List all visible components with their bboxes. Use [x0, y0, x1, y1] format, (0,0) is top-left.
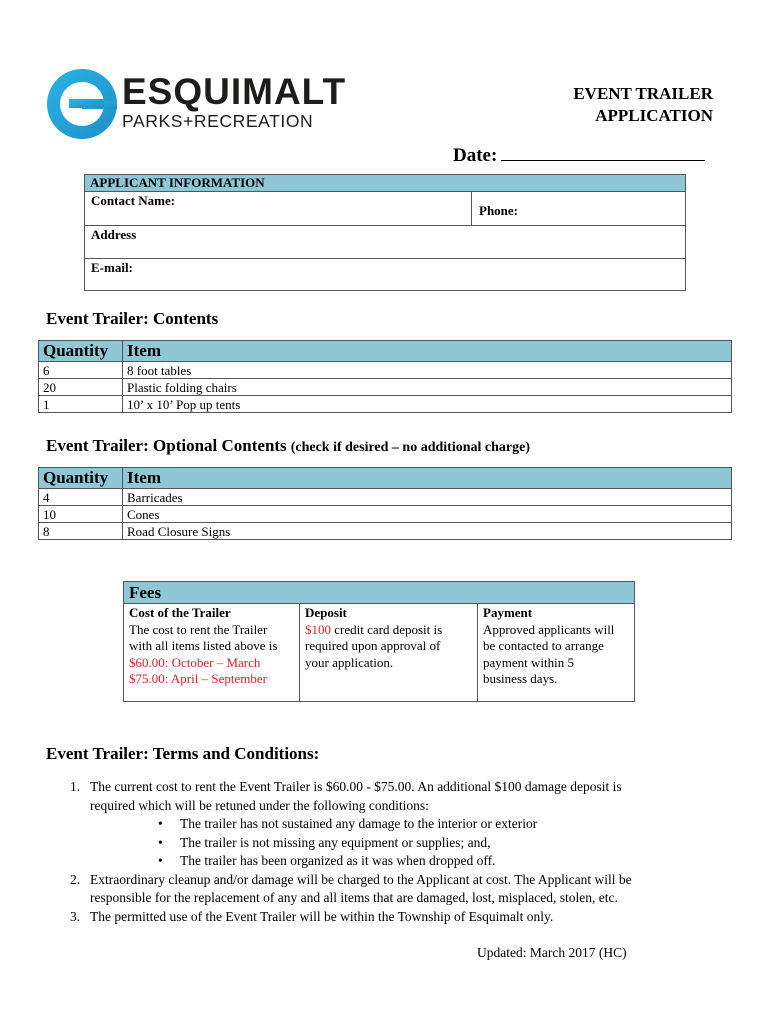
fees-table: [123, 581, 635, 702]
deposit-line-1: credit card deposit is: [331, 621, 443, 637]
qty-cell: 8: [39, 523, 123, 540]
cost-title: Cost of the Trailer: [129, 605, 231, 620]
item-cell: 10’ x 10’ Pop up tents: [123, 396, 732, 413]
item-cell: Plastic folding chairs: [123, 379, 732, 396]
qty-cell: 6: [39, 362, 123, 379]
terms-heading: Event Trailer: Terms and Conditions:: [46, 744, 320, 763]
deposit-line-2: required upon approval of: [305, 638, 441, 653]
optional-col-item: Item: [123, 468, 732, 489]
date-field: [453, 142, 705, 167]
email-label: E-mail:: [91, 260, 133, 275]
contact-row: [85, 192, 685, 226]
esquimalt-logo-mark: [47, 68, 117, 140]
bullet-icon: •: [158, 853, 163, 868]
document-title: [500, 83, 713, 127]
date-label: Date:: [453, 145, 498, 166]
payment-title: Payment: [483, 605, 533, 620]
qty-cell: 20: [39, 379, 123, 396]
item-cell: 8 foot tables: [123, 362, 732, 379]
term-bullet: The trailer has not sustained any damage to the interior or exterior: [180, 816, 538, 831]
qty-cell: 10: [39, 506, 123, 523]
term-1-line-1: The current cost to rent the Event Trailer is $60.00 - $75.00. An additional $100 damage deposit is: [90, 779, 622, 794]
address-row[interactable]: [85, 226, 685, 259]
fees-deposit-cell: [300, 604, 478, 701]
table-row: [39, 396, 732, 413]
deposit-line-3: your application.: [305, 654, 394, 670]
list-number: 2.: [70, 871, 81, 887]
address-label: Address: [91, 227, 137, 242]
term-1-line-2: required which will be retuned under the following conditions:: [90, 797, 429, 813]
contents-heading: Event Trailer: Contents: [46, 309, 219, 328]
list-number: 1.: [70, 779, 81, 794]
bullet-icon: •: [158, 816, 163, 831]
list-item: [70, 852, 720, 871]
cost-line-2: with all items listed above is: [129, 638, 278, 653]
payment-line-3: payment within 5: [483, 654, 574, 670]
payment-line-4: business days.: [483, 671, 558, 686]
deposit-title: Deposit: [305, 605, 347, 620]
applicant-info-table: [84, 174, 686, 291]
contents-table: [38, 340, 732, 413]
list-number: 3.: [70, 908, 81, 924]
contents-col-quantity: Quantity: [39, 341, 123, 362]
item-cell: Barricades: [123, 489, 732, 506]
title-line-2: APPLICATION: [595, 106, 713, 125]
optional-note: (check if desired – no additional charge): [290, 440, 530, 455]
optional-heading-wrap: [46, 436, 530, 456]
fees-cost-cell: [124, 604, 300, 701]
list-item: [70, 871, 720, 908]
updated-note: Updated: March 2017 (HC): [477, 945, 627, 960]
payment-line-2: be contacted to arrange: [483, 638, 604, 653]
payment-line-1: Approved applicants will: [483, 621, 615, 637]
optional-heading: Event Trailer: Optional Contents: [46, 436, 287, 455]
item-cell: Cones: [123, 506, 732, 523]
list-item: [70, 815, 720, 834]
contact-name-label: Contact Name:: [91, 193, 176, 208]
term-bullet: The trailer is not missing any equipment or supplies; and,: [180, 834, 491, 850]
qty-cell: 1: [39, 396, 123, 413]
phone-label: Phone:: [479, 203, 518, 218]
qty-cell: 4: [39, 489, 123, 506]
table-row: [39, 362, 732, 379]
optional-col-quantity: Quantity: [39, 468, 123, 489]
fees-payment-cell: [478, 604, 634, 701]
list-item: [70, 834, 720, 853]
applicant-heading: APPLICANT INFORMATION: [85, 175, 685, 192]
deposit-amount: $100: [305, 621, 331, 637]
table-row[interactable]: [39, 489, 732, 506]
contents-col-item: Item: [123, 341, 732, 362]
optional-table: [38, 467, 732, 540]
table-row[interactable]: [39, 506, 732, 523]
table-row: [39, 379, 732, 396]
item-cell: Road Closure Signs: [123, 523, 732, 540]
term-3-line-1: The permitted use of the Event Trailer will be within the Township of Esquimalt only.: [90, 908, 554, 924]
cost-price-1: $60.00: October – March: [129, 654, 261, 670]
date-input[interactable]: [501, 142, 705, 161]
phone-cell[interactable]: [471, 192, 518, 225]
cost-price-2: $75.00: April – September: [129, 671, 267, 686]
term-2-line-1: Extraordinary cleanup and/or damage will be charged to the Applicant at cost. The Applicant will be: [90, 871, 632, 887]
list-item: [70, 908, 720, 927]
logo-wordmark: ESQUIMALT: [122, 71, 347, 112]
fees-heading: Fees: [124, 582, 634, 604]
list-item: [70, 778, 720, 815]
term-2-line-2: responsible for the replacement of any and all items that are damaged, lost, misplaced, stolen, etc.: [90, 890, 618, 905]
terms-list: [70, 778, 720, 926]
logo-subtitle: PARKS+RECREATION: [122, 111, 314, 131]
term-bullet: The trailer has been organized as it was when dropped off.: [180, 853, 496, 868]
email-row[interactable]: [85, 259, 685, 290]
title-line-1: EVENT TRAILER: [573, 84, 713, 103]
bullet-icon: •: [158, 834, 163, 850]
cost-line-1: The cost to rent the Trailer: [129, 621, 268, 637]
table-row[interactable]: [39, 523, 732, 540]
